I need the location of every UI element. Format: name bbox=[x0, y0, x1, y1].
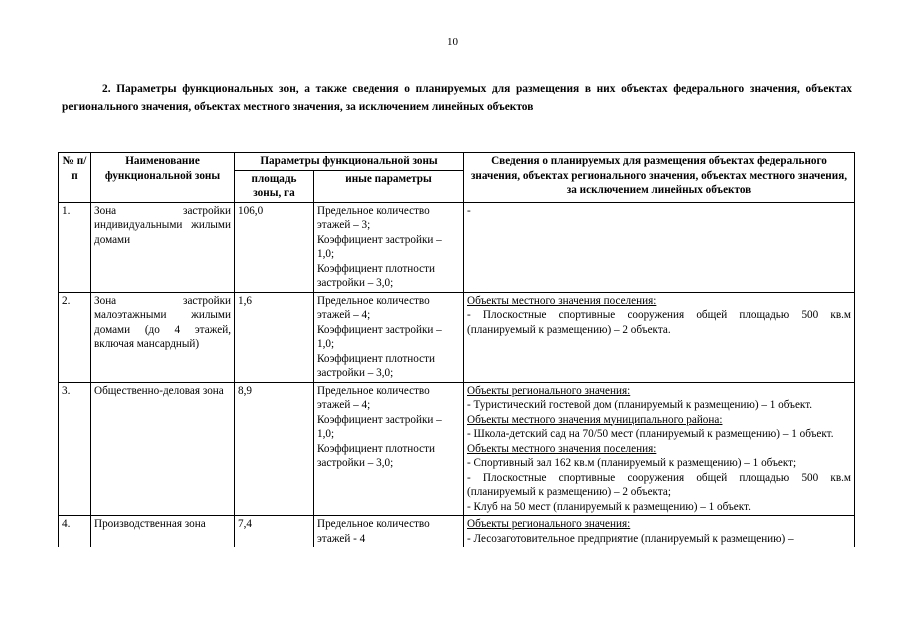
param-line: Коэффициент плотности застройки – 3,0; bbox=[317, 352, 436, 379]
row-number: 1. bbox=[59, 202, 91, 292]
table-header bbox=[59, 153, 855, 203]
zone-name: Производственная зона bbox=[91, 516, 235, 548]
row-number: 3. bbox=[59, 382, 91, 516]
zone-area: 7,4 bbox=[235, 516, 314, 548]
table-row bbox=[59, 292, 855, 382]
zone-other-params bbox=[314, 516, 464, 548]
object-entry: - Школа-детский сад на 70/50 мест (планируемый к размещению) – 1 объект. bbox=[467, 428, 834, 440]
header-area: площадь зоны, га bbox=[235, 170, 314, 202]
zone-area: 106,0 bbox=[235, 202, 314, 292]
zones-table bbox=[58, 152, 855, 547]
header-num: № п/п bbox=[59, 153, 91, 203]
objects-category-heading: Объекты регионального значения: bbox=[467, 518, 631, 530]
param-line: Предельное количество этажей – 3; bbox=[317, 204, 430, 231]
object-entry: - Спортивный зал 162 кв.м (планируемый к размещению) – 1 объект; bbox=[467, 457, 797, 469]
object-entry: - bbox=[467, 204, 471, 217]
zone-name: Зона застройки индивидуальными жилыми домами bbox=[91, 202, 235, 292]
row-number: 4. bbox=[59, 516, 91, 548]
object-entry: - Туристический гостевой дом (планируемый к размещению) – 1 объект. bbox=[467, 399, 813, 411]
planned-objects bbox=[464, 292, 855, 382]
objects-category-heading: Объекты регионального значения: bbox=[467, 384, 631, 397]
object-entry: - Лесозаготовительное предприятие (планируемый к размещению) – bbox=[467, 532, 794, 545]
param-line: Коэффициент застройки – 1,0; bbox=[317, 413, 442, 440]
param-line: Предельное количество этажей – 4; bbox=[317, 294, 430, 321]
header-zone-name: Наименование функциональной зоны bbox=[91, 153, 235, 203]
table-row bbox=[59, 382, 855, 516]
table-row bbox=[59, 202, 855, 292]
param-line: Коэффициент плотности застройки – 3,0; bbox=[317, 442, 436, 469]
objects-category-heading: Объекты местного значения поселения: bbox=[467, 442, 657, 455]
header-params-group: Параметры функциональной зоны bbox=[235, 153, 464, 171]
planned-objects bbox=[464, 516, 855, 548]
table-row bbox=[59, 516, 855, 548]
zone-name: Зона застройки малоэтажными жилыми домами (до 4 этажей, включая мансардный) bbox=[91, 292, 235, 382]
planned-objects bbox=[464, 202, 855, 292]
objects-category-heading: Объекты местного значения поселения: bbox=[467, 294, 657, 307]
table-body bbox=[59, 202, 855, 547]
param-line: Коэффициент застройки – 1,0; bbox=[317, 233, 442, 260]
row-number: 2. bbox=[59, 292, 91, 382]
section-title: 2. Параметры функциональных зон, а также сведения о планируемых для размещения в них объектах федерального значения, объектах регионального значения, объектах местного значения, за исключением линейных объектов bbox=[62, 83, 852, 113]
zone-other-params bbox=[314, 292, 464, 382]
param-line: Предельное количество этажей - 4 bbox=[317, 518, 430, 545]
header-planned-objects: Сведения о планируемых для размещения объектах федерального значения, объектах регионального значения, объектах местного значения, за исключением линейных объектов bbox=[464, 153, 855, 203]
param-line: Предельное количество этажей – 4; bbox=[317, 384, 430, 411]
object-entry: - Плоскостные спортивные сооружения общей площадью 500 кв.м (планируемый к размещению) – 2 объекта. bbox=[467, 309, 851, 336]
zone-other-params bbox=[314, 382, 464, 516]
zone-other-params bbox=[314, 202, 464, 292]
object-entry: - Клуб на 50 мест (планируемый к размещению) – 1 объект. bbox=[467, 500, 751, 513]
zone-area: 1,6 bbox=[235, 292, 314, 382]
page-number: 10 bbox=[447, 36, 458, 48]
object-entry: - Плоскостные спортивные сооружения общей площадью 500 кв.м (планируемый к размещению) – 2 объекта; bbox=[467, 471, 851, 498]
objects-category-heading: Объекты местного значения муниципального района: bbox=[467, 413, 723, 426]
planned-objects bbox=[464, 382, 855, 516]
param-line: Коэффициент плотности застройки – 3,0; bbox=[317, 262, 436, 289]
param-line: Коэффициент застройки – 1,0; bbox=[317, 323, 442, 350]
zone-name: Общественно-деловая зона bbox=[91, 382, 235, 516]
zone-area: 8,9 bbox=[235, 382, 314, 516]
header-other-params: иные параметры bbox=[314, 170, 464, 202]
